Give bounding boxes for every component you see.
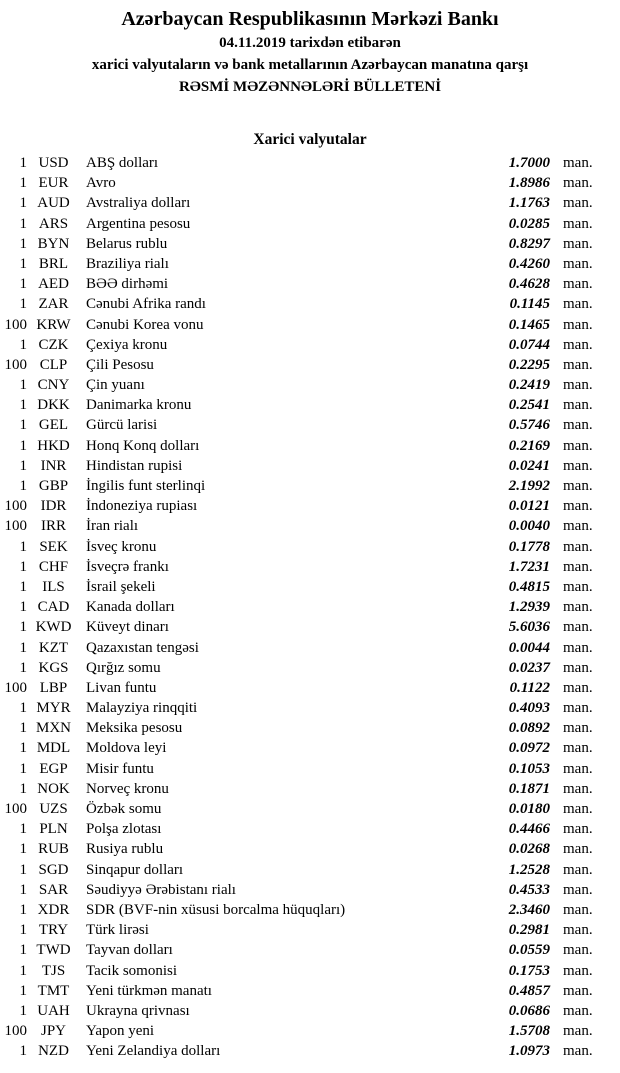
quantity-cell: 1 (19, 155, 27, 171)
currency-name-cell: Avstraliya dolları (86, 195, 191, 212)
rate-cell: 0.1122 (509, 679, 550, 696)
currency-name-cell: Özbək somu (86, 801, 162, 817)
currency-code-cell: TWD (36, 942, 71, 959)
currency-code-cell: TJS (41, 962, 66, 979)
quantity-cell: 1 (19, 417, 27, 434)
rate-cell: 0.2295 (508, 356, 550, 373)
currency-code-cell: AED (38, 276, 69, 293)
table-row (0, 738, 620, 758)
unit-cell: man. (563, 558, 593, 575)
table-row (0, 153, 620, 173)
rate-cell: 0.0744 (508, 336, 550, 353)
rate-cell: 0.1753 (508, 962, 550, 979)
quantity-cell: 1 (19, 1043, 27, 1060)
currency-code-cell: NZD (38, 1043, 69, 1060)
table-row (0, 173, 620, 193)
currency-name-cell: İsrail şekeli (86, 578, 156, 595)
quantity-cell: 1 (19, 457, 27, 474)
quantity-cell: 1 (19, 296, 27, 313)
unit-cell: man. (563, 255, 593, 272)
currency-name-cell: Türk lirəsi (86, 922, 149, 939)
table-row (0, 476, 620, 496)
currency-code-cell: EUR (38, 175, 69, 192)
bank-title: Azərbaycan Respublikasının Mərkəzi Bankı (121, 8, 499, 30)
rate-cell: 0.0892 (508, 720, 550, 737)
unit-cell: man. (563, 235, 593, 252)
rate-cell: 0.8297 (508, 235, 550, 252)
quantity-cell: 100 (4, 356, 27, 373)
quantity-cell: 1 (19, 255, 27, 272)
quantity-cell: 1 (19, 659, 27, 676)
quantity-cell: 1 (19, 397, 27, 414)
quantity-cell: 1 (19, 599, 27, 616)
currency-code-cell: MYR (36, 700, 71, 717)
currency-name-cell: Yeni türkmən manatı (86, 982, 212, 999)
rate-cell: 1.8986 (508, 175, 550, 192)
currency-code-cell: RUB (38, 841, 69, 858)
table-row (0, 920, 620, 940)
rate-cell: 0.2981 (508, 922, 550, 939)
currency-name-cell: Tacik somonisi (86, 962, 178, 979)
currency-code-cell: BYN (37, 235, 70, 252)
rate-cell: 0.0040 (508, 518, 550, 535)
rate-cell: 5.6036 (508, 619, 550, 636)
currency-name-cell: Ukrayna qrivnası (86, 1002, 190, 1019)
currency-code-cell: IDR (40, 498, 67, 515)
currency-code-cell: SAR (38, 881, 69, 898)
quantity-cell: 100 (4, 679, 27, 696)
currency-code-cell: ARS (38, 215, 69, 232)
currency-name-cell: Cənubi Korea vonu (86, 316, 204, 333)
currency-name-cell: SDR (BVF-nin xüsusi borcalma hüquqları) (86, 901, 346, 918)
rate-cell: 0.2419 (508, 377, 550, 394)
currency-name-cell: Çili Pesosu (86, 356, 154, 373)
quantity-cell: 1 (19, 740, 27, 757)
table-row (0, 678, 620, 698)
quantity-cell: 100 (4, 801, 27, 817)
unit-cell: man. (563, 780, 593, 797)
unit-cell: man. (563, 659, 593, 676)
currency-name-cell: İndoneziya rupiası (86, 498, 198, 515)
currency-code-cell: ZAR (38, 296, 69, 313)
rate-cell: 0.0121 (508, 498, 550, 515)
currency-name-cell: Cənubi Afrika randı (86, 296, 206, 313)
table-row (0, 496, 620, 516)
unit-cell: man. (563, 841, 593, 858)
currency-code-cell: LBP (39, 679, 68, 696)
quantity-cell: 1 (19, 437, 27, 454)
currency-name-cell: Braziliya rialı (86, 255, 169, 272)
rate-cell: 0.0285 (508, 215, 550, 232)
quantity-cell: 100 (4, 1023, 27, 1040)
unit-cell: man. (563, 518, 593, 535)
currency-code-cell: SEK (39, 538, 68, 555)
currency-code-cell: TMT (37, 982, 70, 999)
rate-cell: 0.1465 (508, 316, 550, 333)
unit-cell: man. (563, 962, 593, 979)
table-row (0, 516, 620, 536)
table-row (0, 597, 620, 617)
bulletin-title: RƏSMİ MƏZƏNNƏLƏRİ BÜLLETENİ (178, 79, 442, 95)
quantity-cell: 100 (4, 316, 27, 333)
rate-cell: 0.4857 (508, 982, 550, 999)
currency-code-cell: INR (40, 457, 67, 474)
unit-cell: man. (563, 498, 593, 515)
currency-name-cell: Qırğız somu (86, 659, 161, 676)
currency-code-cell: KRW (36, 316, 71, 333)
unit-cell: man. (563, 195, 593, 212)
table-row (0, 981, 620, 1001)
unit-cell: man. (563, 639, 593, 656)
quantity-cell: 1 (19, 1002, 27, 1019)
currency-code-cell: PLN (39, 821, 68, 838)
table-row (0, 759, 620, 779)
currency-code-cell: MXN (35, 720, 71, 737)
unit-cell: man. (563, 478, 593, 494)
table-row (0, 839, 620, 859)
currency-code-cell: EGP (39, 760, 68, 777)
currency-name-cell: Polşa zlotası (86, 821, 162, 838)
rates-table (0, 153, 620, 1061)
currency-code-cell: GEL (38, 417, 69, 434)
rate-cell: 0.1778 (508, 538, 550, 555)
table-row (0, 375, 620, 395)
unit-cell: man. (563, 599, 593, 616)
currency-code-cell: KZT (38, 639, 69, 656)
unit-cell: man. (563, 538, 593, 555)
currency-name-cell: Argentina pesosu (86, 215, 191, 232)
quantity-cell: 1 (19, 881, 27, 898)
unit-cell: man. (563, 982, 593, 999)
unit-cell: man. (563, 760, 593, 777)
currency-name-cell: Moldova leyi (86, 740, 167, 757)
rate-cell: 1.7000 (508, 155, 550, 171)
quantity-cell: 1 (19, 377, 27, 394)
rate-cell: 0.0268 (508, 841, 550, 858)
rate-cell: 1.5708 (508, 1023, 550, 1040)
currency-name-cell: Danimarka kronu (86, 397, 192, 414)
quantity-cell: 1 (19, 720, 27, 737)
unit-cell: man. (563, 276, 593, 293)
currency-name-cell: Sinqapur dolları (86, 861, 184, 878)
rate-cell: 1.7231 (508, 558, 550, 575)
unit-cell: man. (563, 861, 593, 878)
table-row (0, 193, 620, 213)
unit-cell: man. (563, 397, 593, 414)
quantity-cell: 1 (19, 760, 27, 777)
unit-cell: man. (563, 457, 593, 474)
unit-cell: man. (563, 437, 593, 454)
currency-code-cell: DKK (37, 397, 70, 414)
currency-name-cell: Yapon yeni (86, 1023, 155, 1040)
currency-code-cell: ILS (42, 578, 65, 595)
table-row (0, 577, 620, 597)
currency-name-cell: Avro (86, 175, 116, 192)
rate-cell: 2.1992 (508, 478, 550, 494)
rate-cell: 0.2541 (508, 397, 550, 414)
rate-cell: 0.1053 (508, 760, 550, 777)
rate-cell: 0.0686 (508, 1002, 550, 1019)
unit-cell: man. (563, 801, 593, 817)
currency-code-cell: UAH (37, 1002, 70, 1019)
quantity-cell: 1 (19, 780, 27, 797)
table-row (0, 961, 620, 981)
quantity-cell: 1 (19, 982, 27, 999)
currency-code-cell: TRY (38, 922, 69, 939)
currency-code-cell: AUD (37, 195, 70, 212)
unit-cell: man. (563, 942, 593, 959)
rate-cell: 0.4093 (508, 700, 550, 717)
quantity-cell: 1 (19, 841, 27, 858)
section-title: Xarici valyutalar (253, 131, 367, 148)
rate-cell: 0.4260 (508, 255, 550, 272)
rate-cell: 0.0559 (508, 942, 550, 959)
currency-name-cell: Küveyt dinarı (86, 619, 169, 636)
rate-cell: 0.5746 (508, 417, 550, 434)
currency-code-cell: BRL (38, 255, 69, 272)
currency-name-cell: İsveçrə frankı (86, 558, 169, 575)
currency-name-cell: İngilis funt sterlinqi (86, 478, 206, 494)
currency-name-cell: Yeni Zelandiya dolları (86, 1043, 221, 1060)
currency-name-cell: Səudiyyə Ərəbistanı rialı (86, 881, 236, 898)
rate-cell: 0.0972 (508, 740, 550, 757)
unit-cell: man. (563, 700, 593, 717)
table-row (0, 698, 620, 718)
bulletin-header (0, 0, 620, 98)
unit-cell: man. (563, 215, 593, 232)
rate-cell: 0.4533 (508, 881, 550, 898)
currency-name-cell: ABŞ dolları (86, 155, 159, 171)
quantity-cell: 1 (19, 700, 27, 717)
unit-cell: man. (563, 336, 593, 353)
currency-code-cell: CZK (38, 336, 69, 353)
unit-cell: man. (563, 720, 593, 737)
table-row (0, 395, 620, 415)
quantity-cell: 1 (19, 861, 27, 878)
unit-cell: man. (563, 901, 593, 918)
unit-cell: man. (563, 740, 593, 757)
table-row (0, 718, 620, 738)
quantity-cell: 1 (19, 962, 27, 979)
rate-cell: 0.0044 (508, 639, 550, 656)
effective-date-line: 04.11.2019 tarixdən etibarən (219, 35, 401, 51)
currency-name-cell: Hindistan rupisi (86, 457, 183, 474)
table-row (0, 1001, 620, 1021)
table-row (0, 1021, 620, 1041)
table-row (0, 436, 620, 456)
quantity-cell: 1 (19, 215, 27, 232)
quantity-cell: 100 (4, 518, 27, 535)
currency-code-cell: KWD (35, 619, 72, 636)
rate-cell: 1.2528 (508, 861, 550, 878)
currency-code-cell: XDR (37, 901, 70, 918)
unit-cell: man. (563, 881, 593, 898)
unit-cell: man. (563, 296, 593, 313)
table-row (0, 355, 620, 375)
currency-name-cell: Honq Konq dolları (86, 437, 200, 454)
quantity-cell: 1 (19, 922, 27, 939)
table-row (0, 254, 620, 274)
table-row (0, 1041, 620, 1061)
currency-code-cell: CHF (38, 558, 69, 575)
rate-cell: 0.0180 (508, 801, 550, 817)
rate-cell: 0.1871 (508, 780, 550, 797)
quantity-cell: 1 (19, 235, 27, 252)
currency-name-cell: Meksika pesosu (86, 720, 183, 737)
table-row (0, 274, 620, 294)
currency-code-cell: KGS (38, 659, 69, 676)
rate-cell: 0.0237 (508, 659, 550, 676)
currency-code-cell: CNY (37, 377, 70, 394)
currency-name-cell: İsveç kronu (86, 538, 157, 555)
unit-cell: man. (563, 175, 593, 192)
unit-cell: man. (563, 922, 593, 939)
currency-name-cell: Norveç kronu (86, 780, 169, 797)
table-row (0, 658, 620, 678)
quantity-cell: 1 (19, 538, 27, 555)
quantity-cell: 1 (19, 558, 27, 575)
table-row (0, 638, 620, 658)
currency-name-cell: İran rialı (86, 518, 139, 535)
table-row (0, 415, 620, 435)
quantity-cell: 100 (4, 498, 27, 515)
table-row (0, 940, 620, 960)
rate-cell: 0.4466 (508, 821, 550, 838)
currency-code-cell: IRR (40, 518, 66, 535)
rate-cell: 0.2169 (508, 437, 550, 454)
currency-name-cell: Gürcü larisi (86, 417, 158, 434)
rate-cell: 0.0241 (508, 457, 550, 474)
currency-name-cell: Rusiya rublu (86, 841, 164, 858)
currency-code-cell: MDL (36, 740, 71, 757)
unit-cell: man. (563, 356, 593, 373)
table-row (0, 880, 620, 900)
currency-code-cell: JPY (40, 1023, 66, 1040)
table-row (0, 900, 620, 920)
quantity-cell: 1 (19, 276, 27, 293)
currency-code-cell: CAD (37, 599, 70, 616)
table-row (0, 335, 620, 355)
table-row (0, 557, 620, 577)
currency-code-cell: UZS (39, 801, 68, 817)
currency-code-cell: CLP (39, 356, 68, 373)
rate-cell: 0.4628 (508, 276, 550, 293)
currency-code-cell: USD (38, 155, 69, 171)
currency-code-cell: NOK (37, 780, 70, 797)
unit-cell: man. (563, 1023, 593, 1040)
quantity-cell: 1 (19, 195, 27, 212)
table-row (0, 819, 620, 839)
currency-code-cell: SGD (38, 861, 69, 878)
quantity-cell: 1 (19, 478, 27, 494)
rate-cell: 2.3460 (508, 901, 550, 918)
table-row (0, 617, 620, 637)
unit-cell: man. (563, 679, 593, 696)
table-row (0, 456, 620, 476)
table-row (0, 294, 620, 314)
table-row (0, 315, 620, 335)
quantity-cell: 1 (19, 336, 27, 353)
currency-name-cell: Belarus rublu (86, 235, 168, 252)
quantity-cell: 1 (19, 821, 27, 838)
quantity-cell: 1 (19, 639, 27, 656)
currency-name-cell: Çexiya kronu (86, 336, 168, 353)
currency-name-cell: Qazaxıstan tengəsi (86, 639, 199, 656)
currency-name-cell: Kanada dolları (86, 599, 175, 616)
unit-cell: man. (563, 1002, 593, 1019)
unit-cell: man. (563, 578, 593, 595)
quantity-cell: 1 (19, 942, 27, 959)
table-row (0, 234, 620, 254)
unit-cell: man. (563, 1043, 593, 1060)
unit-cell: man. (563, 619, 593, 636)
currency-name-cell: Tayvan dolları (86, 942, 173, 959)
description-line: xarici valyutaların və bank metallarının Azərbaycan manatına qarşı (91, 57, 529, 73)
table-row (0, 214, 620, 234)
table-row (0, 860, 620, 880)
currency-name-cell: Livan funtu (86, 679, 157, 696)
unit-cell: man. (563, 316, 593, 333)
quantity-cell: 1 (19, 578, 27, 595)
table-row (0, 799, 620, 819)
currency-code-cell: GBP (38, 478, 69, 494)
currency-name-cell: Misir funtu (86, 760, 154, 777)
unit-cell: man. (563, 417, 593, 434)
rate-cell: 0.1145 (509, 296, 550, 313)
rate-cell: 1.1763 (508, 195, 550, 212)
currency-name-cell: BƏƏ dirhəmi (86, 276, 169, 293)
rate-cell: 1.0973 (508, 1043, 550, 1060)
unit-cell: man. (563, 377, 593, 394)
table-row (0, 779, 620, 799)
quantity-cell: 1 (19, 901, 27, 918)
currency-name-cell: Çin yuanı (86, 377, 145, 394)
rate-cell: 0.4815 (508, 578, 550, 595)
unit-cell: man. (563, 821, 593, 838)
unit-cell: man. (563, 155, 593, 171)
quantity-cell: 1 (19, 175, 27, 192)
quantity-cell: 1 (19, 619, 27, 636)
rate-cell: 1.2939 (508, 599, 550, 616)
currency-name-cell: Malayziya rinqqiti (86, 700, 198, 717)
table-row (0, 537, 620, 557)
currency-code-cell: HKD (37, 437, 70, 454)
